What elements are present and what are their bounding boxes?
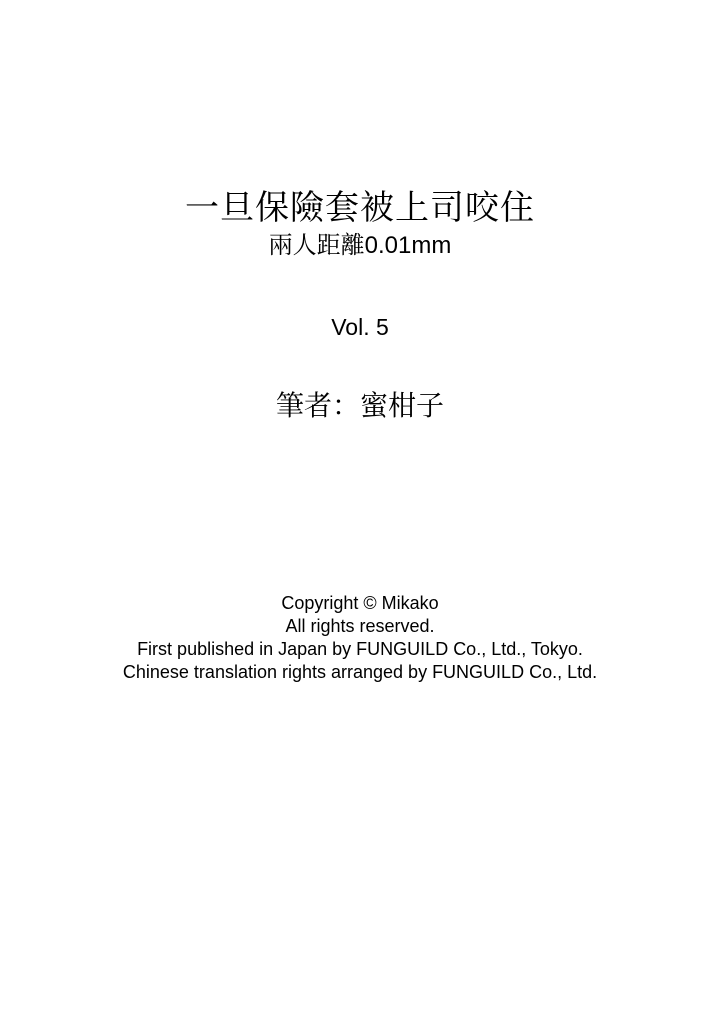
volume-number: Vol. 5	[331, 314, 389, 340]
author-line: 筆者：蜜柑子	[275, 390, 444, 421]
book-title: 一旦保險套被上司咬住	[185, 189, 535, 227]
rights-reserved-line: All rights reserved.	[285, 616, 435, 636]
book-subtitle: 兩人距離0.01mm	[268, 232, 452, 259]
copyright-line: Copyright © Mikako	[281, 593, 439, 613]
translation-rights-line: Chinese translation rights arranged by FUNGUILD Co., Ltd.	[122, 662, 598, 682]
copyright-block	[0, 592, 720, 684]
first-published-line: First published in Japan by FUNGUILD Co., Ltd., Tokyo.	[137, 639, 583, 659]
